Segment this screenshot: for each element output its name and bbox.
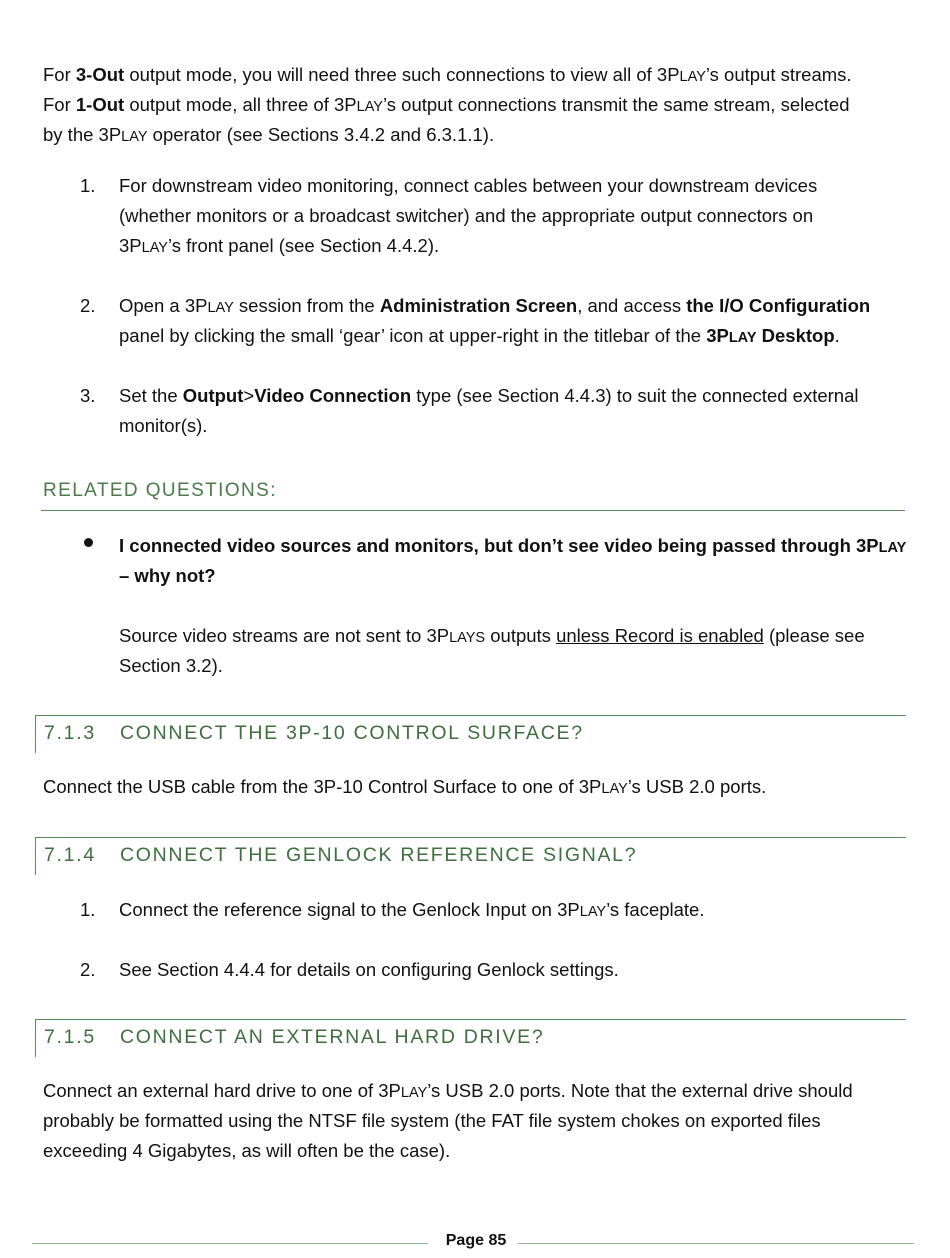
section-title: CONNECT AN EXTERNAL HARD DRIVE? (120, 1026, 545, 1048)
list-number: 1. (80, 175, 96, 196)
section-title: CONNECT THE GENLOCK REFERENCE SIGNAL? (120, 844, 638, 866)
question-text-line: I connected video sources and monitors, but don’t see video being passed through 3PLAY (119, 535, 907, 556)
section-7-1-5-line: probably be formatted using the NTSF file system (the FAT file system chokes on exported files (43, 1110, 821, 1131)
list-text-line: Set the Output>Video Connection type (see Section 4.4.3) to suit the connected external (119, 385, 859, 406)
section-heading-7-1-4 (35, 837, 906, 875)
bullet-icon (84, 538, 93, 547)
section-title: CONNECT THE 3P-10 CONTROL SURFACE? (120, 722, 584, 744)
intro-line-3: by the 3PLAY operator (see Sections 3.4.2 and 6.3.1.1). (43, 124, 495, 145)
list-text-line: Connect the reference signal to the Genlock Input on 3PLAY’s faceplate. (119, 899, 705, 920)
list-text-line: panel by clicking the small ‘gear’ icon at upper-right in the titlebar of the 3PLAY Desktop. (119, 325, 840, 346)
list-text-line: (whether monitors or a broadcast switcher) and the appropriate output connectors on (119, 205, 814, 226)
list-number: 1. (80, 899, 96, 920)
section-number: 7.1.4 (44, 844, 96, 866)
intro-line-1: For 3-Out output mode, you will need three such connections to view all of 3PLAY’s output streams. (43, 64, 852, 85)
answer-text-line: Source video streams are not sent to 3PLAYS outputs unless Record is enabled (please see (119, 625, 865, 646)
question-text-line: – why not? (119, 565, 216, 586)
list-text-line: See Section 4.4.4 for details on configuring Genlock settings. (119, 959, 619, 980)
section-heading-7-1-3 (35, 715, 906, 753)
section-heading-7-1-5 (35, 1019, 906, 1057)
list-text-line: 3PLAY’s front panel (see Section 4.4.2). (119, 235, 440, 256)
page-number: Page 85 (445, 1232, 507, 1249)
list-text-line: monitor(s). (119, 415, 208, 436)
answer-text-line: Section 3.2). (119, 655, 223, 676)
related-heading-text: RELATED QUESTIONS: (43, 480, 277, 501)
list-number: 3. (80, 385, 96, 406)
footer-rule-right (518, 1243, 914, 1244)
section-7-1-5-line: exceeding 4 Gigabytes, as will often be the case). (43, 1140, 451, 1161)
list-text-line: For downstream video monitoring, connect cables between your downstream devices (119, 175, 818, 196)
footer-rule-left (32, 1243, 428, 1244)
list-text-line: Open a 3PLAY session from the Administration Screen, and access the I/O Configuration (119, 295, 871, 316)
list-number: 2. (80, 959, 96, 980)
section-number: 7.1.5 (44, 1026, 96, 1048)
section-7-1-5-line: Connect an external hard drive to one of 3PLAY’s USB 2.0 ports. Note that the external drive should (43, 1080, 853, 1101)
section-7-1-3-paragraph: Connect the USB cable from the 3P-10 Control Surface to one of 3PLAY’s USB 2.0 ports. (43, 776, 767, 797)
intro-line-2: For 1-Out output mode, all three of 3PLAY’s output connections transmit the same stream, selected (43, 94, 850, 115)
related-questions-heading (41, 474, 905, 511)
list-number: 2. (80, 295, 96, 316)
section-number: 7.1.3 (44, 722, 96, 744)
